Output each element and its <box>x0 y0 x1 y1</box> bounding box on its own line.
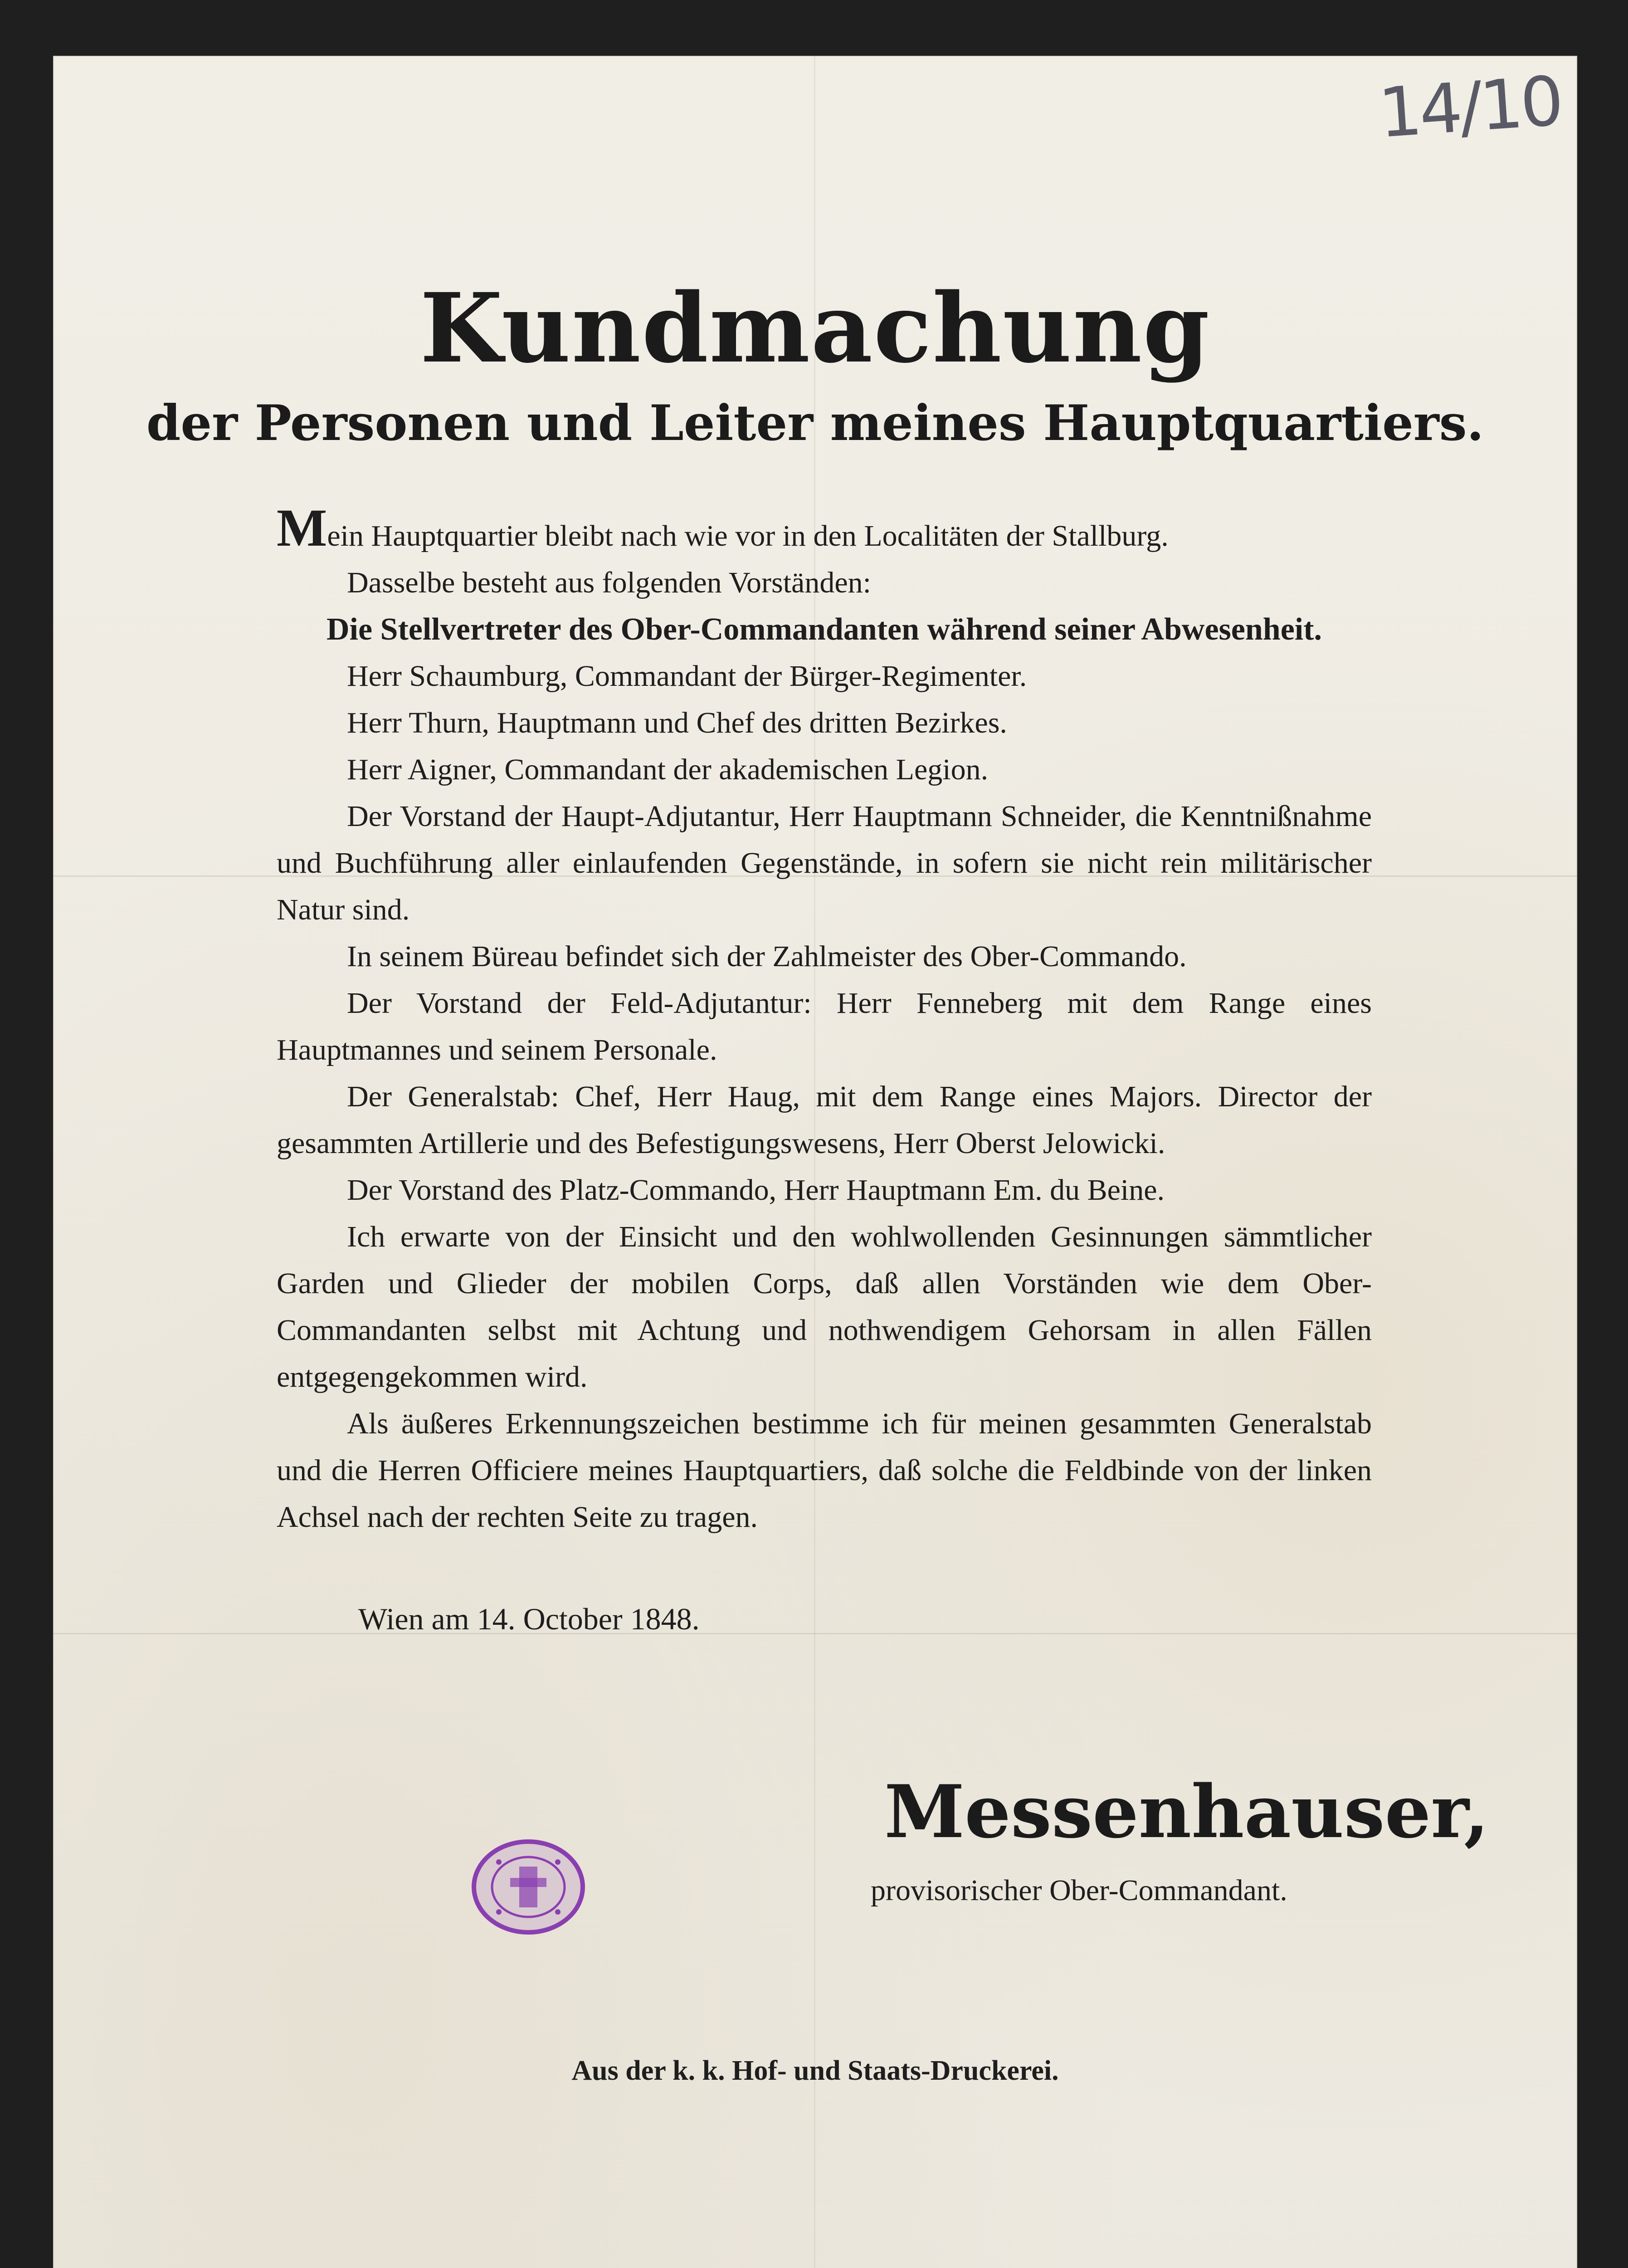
signature-title: provisorischer Ober-Commandant. <box>871 1874 1287 1907</box>
drop-cap: M <box>277 498 327 557</box>
paragraph: Herr Thurn, Hauptmann und Chef des dritten Bezirkes. <box>347 706 1007 739</box>
paragraph: Mein Hauptquartier bleibt nach wie vor in den Localitäten der Stallburg. <box>277 498 1169 557</box>
paragraph: Der Vorstand der Feld-Adjutantur: Herr Fenneberg mit dem Range eines Hauptmannes und seinem Personale. <box>277 987 1372 1066</box>
pencil-annotation: 14/10 <box>1376 62 1564 153</box>
paragraph: Der Vorstand der Haupt-Adjutantur, Herr Hauptmann Schneider, die Kenntnißnahme und Buchführung aller einlaufenden Gegenstände, in sofern sie nicht rein militärischer Natur sind. <box>277 800 1372 926</box>
date-line: Wien am 14. October 1848. <box>358 1602 700 1636</box>
page-subtitle: der Personen und Leiter meines Hauptquartiers. <box>146 395 1484 452</box>
paragraph: Der Vorstand des Platz-Commando, Herr Hauptmann Em. du Beine. <box>347 1173 1165 1207</box>
paragraph: Als äußeres Erkennungszeichen bestimme ich für meinen gesammten Generalstab und die Herren Officiere meines Hauptquartiers, daß solche die Feldbinde von der linken Achsel nach der rechten Seite zu tragen. <box>277 1407 1372 1534</box>
section-heading: Die Stellvertreter des Ober-Commandanten während seiner Abwesenheit. <box>326 612 1322 647</box>
printer-imprint: Aus der k. k. Hof- und Staats-Druckerei. <box>571 2055 1059 2086</box>
paragraph: Herr Aigner, Commandant der akademischen Legion. <box>347 753 989 786</box>
library-stamp-icon <box>467 1835 590 1939</box>
paragraph: Der Generalstab: Chef, Herr Haug, mit dem Range eines Majors. Director der gesammten Artillerie und des Befestigungswesens, Herr Oberst Jelowicki. <box>277 1080 1372 1160</box>
paragraph: Herr Schaumburg, Commandant der Bürger-Regimenter. <box>347 660 1027 693</box>
signature: Messenhauser, <box>884 1769 1489 1854</box>
paragraph: Ich erwarte von der Einsicht und den wohlwollenden Gesinnungen sämmtlicher Garden und Glieder der mobilen Corps, daß allen Vorständen wie dem Ober-Commandanten selbst mit Achtung und nothwendigem Gehorsam in allen Fällen entgegengekommen wird. <box>277 1220 1372 1393</box>
page-title: Kundmachung <box>419 272 1211 384</box>
paragraph: In seinem Büreau befindet sich der Zahlmeister des Ober-Commando. <box>347 940 1187 973</box>
proclamation-body <box>277 498 1372 1540</box>
paragraph: Dasselbe besteht aus folgenden Vorständen: <box>347 566 871 599</box>
